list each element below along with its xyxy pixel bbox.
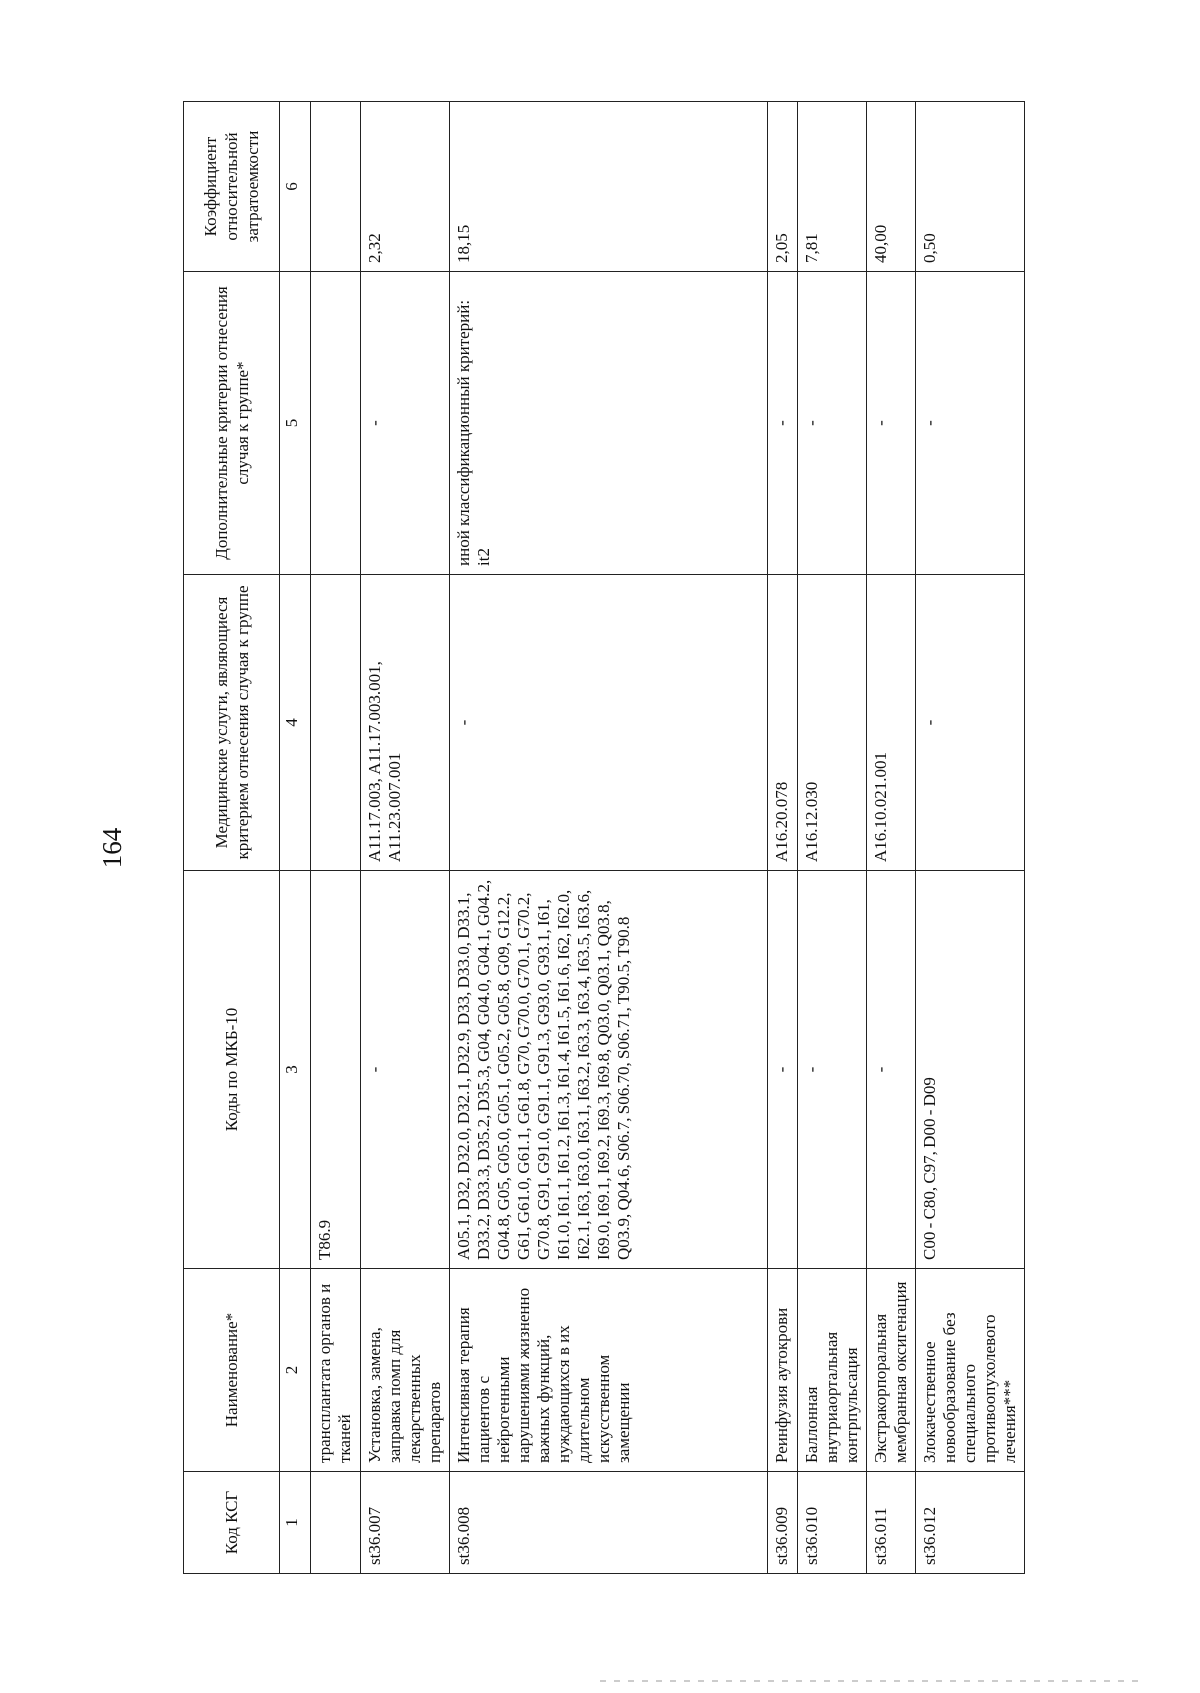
index-row xyxy=(280,102,311,1574)
cell-code xyxy=(311,1472,361,1574)
cell-coefficient: 18,15 xyxy=(450,102,768,272)
scan-artifact xyxy=(600,1680,1140,1682)
cell-coefficient: 2,05 xyxy=(768,102,798,272)
cell-name: Установка, замена, заправка помп для лекарственных препаратов xyxy=(361,1269,450,1472)
table-row xyxy=(361,102,450,1574)
cell-mkb: - xyxy=(361,871,450,1269)
cell-criteria: - xyxy=(798,272,867,575)
cell-code: st36.012 xyxy=(916,1472,1025,1574)
cell-code: st36.010 xyxy=(798,1472,867,1574)
page-number: 164 xyxy=(97,827,127,869)
table-row xyxy=(798,102,867,1574)
cell-coefficient: 0,50 xyxy=(916,102,1025,272)
table-container xyxy=(183,102,1200,1574)
cell-name: Злокачественное новообразование без специального противоопухолевого лечения*** xyxy=(916,1269,1025,1472)
cell-code: st36.011 xyxy=(867,1472,916,1574)
cell-coefficient: 40,00 xyxy=(867,102,916,272)
cell-services: - xyxy=(916,575,1025,871)
cell-coefficient: 7,81 xyxy=(798,102,867,272)
header-coefficient: Коэффициент относительной затратоемкости xyxy=(184,102,280,272)
cell-criteria: иной классификационный критерий: it2 xyxy=(450,272,768,575)
index-cell: 5 xyxy=(280,272,311,575)
header-row xyxy=(184,102,280,1574)
header-services: Медицинские услуги, являющиеся критерием отнесения случая к группе xyxy=(184,575,280,871)
cell-mkb: - xyxy=(768,871,798,1269)
cell-code: st36.008 xyxy=(450,1472,768,1574)
cell-code: st36.009 xyxy=(768,1472,798,1574)
index-cell: 6 xyxy=(280,102,311,272)
header-mkb: Коды по МКБ-10 xyxy=(184,871,280,1269)
table-row xyxy=(450,102,768,1574)
index-cell: 2 xyxy=(280,1269,311,1472)
index-cell: 4 xyxy=(280,575,311,871)
header-code: Код КСГ xyxy=(184,1472,280,1574)
cell-mkb: - xyxy=(798,871,867,1269)
cell-mkb: T86.9 xyxy=(311,871,361,1269)
table-row xyxy=(867,102,916,1574)
cell-services xyxy=(311,575,361,871)
rotated-table-area xyxy=(183,102,1200,1565)
cell-name: трансплантата органов и тканей xyxy=(311,1269,361,1472)
cell-coefficient xyxy=(311,102,361,272)
cell-name: Баллонная внутриаортальная контрпульсация xyxy=(798,1269,867,1472)
cell-services: A16.20.078 xyxy=(768,575,798,871)
cell-criteria: - xyxy=(768,272,798,575)
cell-name: Интенсивная терапия пациентов с нейрогенными нарушениями жизненно важных функций, нуждающихся в их длительном искусственном замещении xyxy=(450,1269,768,1472)
cell-name: Реинфузия аутокрови xyxy=(768,1269,798,1472)
cell-code: st36.007 xyxy=(361,1472,450,1574)
header-name: Наименование* xyxy=(184,1269,280,1472)
header-criteria: Дополнительные критерии отнесения случая к группе* xyxy=(184,272,280,575)
table-row xyxy=(916,102,1025,1574)
table-row xyxy=(311,102,361,1574)
cell-services: A16.10.021.001 xyxy=(867,575,916,871)
cell-mkb: - xyxy=(867,871,916,1269)
cell-coefficient: 2,32 xyxy=(361,102,450,272)
index-cell: 3 xyxy=(280,871,311,1269)
cell-services: A16.12.030 xyxy=(798,575,867,871)
cell-mkb: A05.1, D32, D32.0, D32.1, D32.9, D33, D33.0, D33.1, D33.2, D33.3, D35.2, D35.3, G04, G04.0, G04.1, G04.2, G04.8, G05, G05.0, G05.1, G05.2, G05.8, G09, G12.2, G61, G61.0, G61.1, G61.8, G70, G70.0, G70.1, G70.2, G70.8, G91, G91.0, G91.1, G91.3, G93.0, G93.1, I61, I61.0, I61.1, I61.2, I61.3, I61.4, I61.5, I61.6, I62, I62.0, I62.1, I63, I63.0, I63.1, I63.2, I63.3, I63.4, I63.5, I63.6, I69.0, I69.1, I69.2, I69.3, I69.8, Q03.0, Q03.1, Q03.8, Q03.9, Q04.6, S06.7, S06.70, S06.71, T90.5, T90.8 xyxy=(450,871,768,1269)
cell-criteria: - xyxy=(916,272,1025,575)
cell-mkb: C00 - C80, C97, D00 - D09 xyxy=(916,871,1025,1269)
cell-services: A11.17.003, A11.17.003.001, A11.23.007.001 xyxy=(361,575,450,871)
index-cell: 1 xyxy=(280,1472,311,1574)
cell-criteria xyxy=(311,272,361,575)
cell-criteria: - xyxy=(361,272,450,575)
ksg-table xyxy=(183,101,1025,1574)
cell-criteria: - xyxy=(867,272,916,575)
cell-services: - xyxy=(450,575,768,871)
cell-name: Экстракорпоральная мембранная оксигенация xyxy=(867,1269,916,1472)
table-row xyxy=(768,102,798,1574)
